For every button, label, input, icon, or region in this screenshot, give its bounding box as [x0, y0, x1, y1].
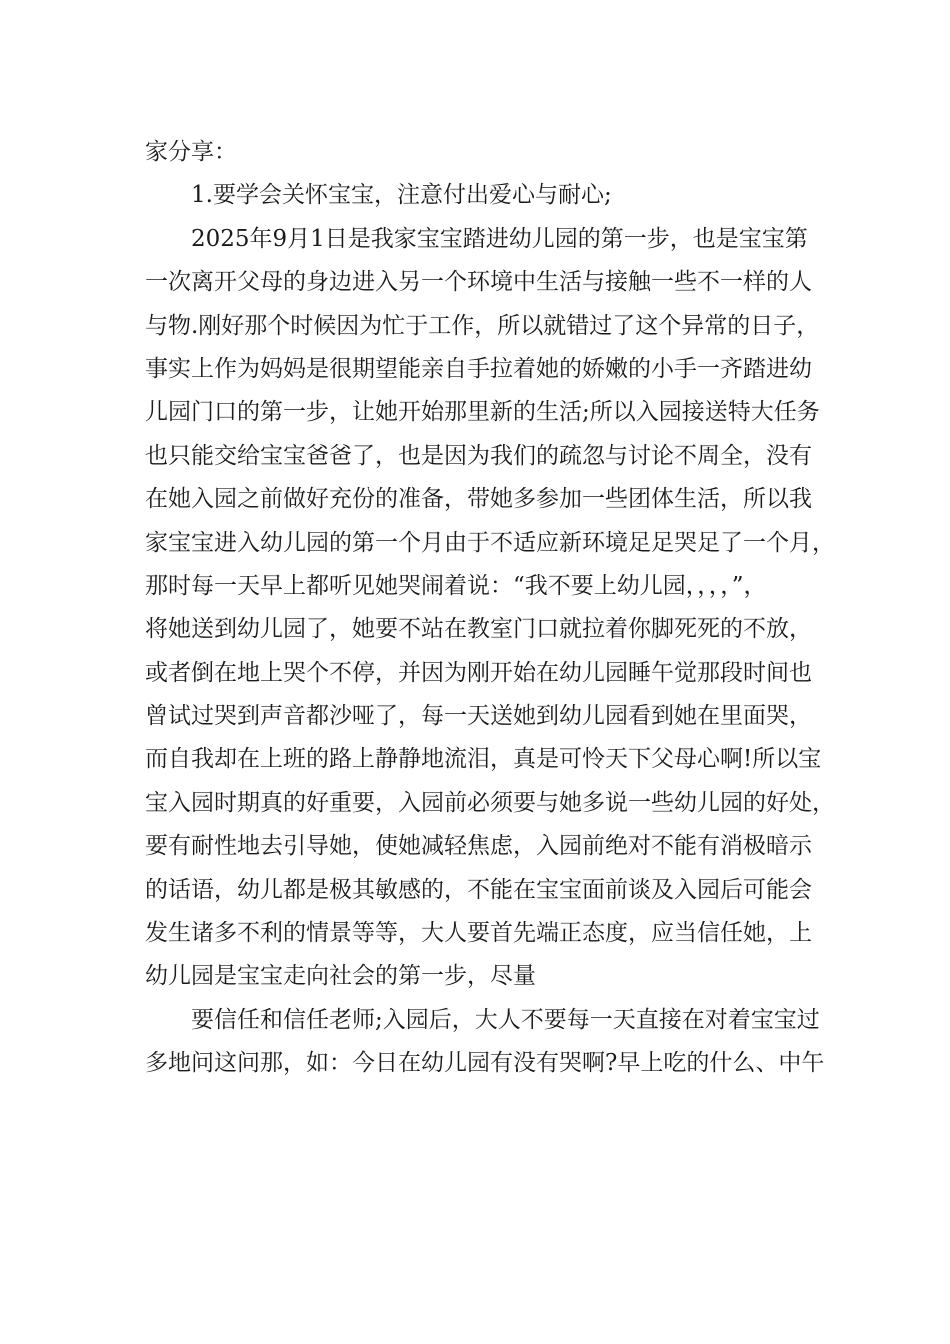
text-line: 或者倒在地上哭个不停，并因为刚开始在幼儿园睡午觉那段时间也 [145, 659, 812, 686]
text-line: 一次离开父母的身边进入另一个环境中生活与接触一些不一样的人 [145, 269, 812, 296]
text-line: 家分享： [145, 139, 237, 165]
text-line: 要信任和信任老师;入园后，大人不要每一天直接在对着宝宝过 [191, 1006, 820, 1033]
body-text [145, 131, 835, 1086]
text-line: 将她送到幼儿园了，她要不站在教室门口就拉着你脚死死的不放， [145, 616, 812, 643]
text-line: 多地问这问那，如：今日在幼儿园有没有哭啊?早上吃的什么、中午 [145, 1050, 825, 1077]
text-line: 与物.刚好那个时候因为忙于工作，所以就错过了这个异常的日子， [145, 312, 820, 339]
text-line: 1.要学会关怀宝宝，注意付出爱心与耐心; [191, 182, 612, 209]
text-line: 也只能交给宝宝爸爸了，也是因为我们的疏忽与讨论不周全，没有 [145, 442, 812, 469]
text-line: 而自我却在上班的路上静静地流泪，真是可怜天下父母心啊!所以宝 [145, 746, 822, 773]
text-line: 要有耐性地去引导她，使她减轻焦虑，入园前绝对不能有消极暗示 [145, 833, 812, 860]
text-line: 宝入园时期真的好重要，入园前必须要与她多说一些幼儿园的好处， [145, 789, 835, 816]
text-line: 幼儿园是宝宝走向社会的第一步，尽量 [145, 963, 536, 990]
text-line: 那时每一天早上都听见她哭闹着说：“我不要上幼儿园，，，，”， [145, 572, 767, 599]
text-line: 事实上作为妈妈是很期望能亲自手拉着她的娇嫩的小手一齐踏进幼 [145, 355, 812, 382]
text-line: 曾试过哭到声音都沙哑了，每一天送她到幼儿园看到她在里面哭， [145, 703, 812, 730]
text-line: 在她入园之前做好充份的准备，带她多参加一些团体生活，所以我 [145, 486, 812, 513]
text-line: 2025年9月1日是我家宝宝踏进幼儿园的第一步，也是宝宝第 [191, 225, 808, 252]
text-line: 家宝宝进入幼儿园的第一个月由于不适应新环境足足哭足了一个月， [145, 529, 835, 556]
text-line: 发生诸多不利的情景等等，大人要首先端正态度，应当信任她，上 [145, 920, 812, 947]
text-line: 的话语，幼儿都是极其敏感的，不能在宝宝面前谈及入园后可能会 [145, 876, 812, 903]
text-line: 儿园门口的第一步，让她开始那里新的生活;所以入园接送特大任务 [145, 399, 820, 426]
